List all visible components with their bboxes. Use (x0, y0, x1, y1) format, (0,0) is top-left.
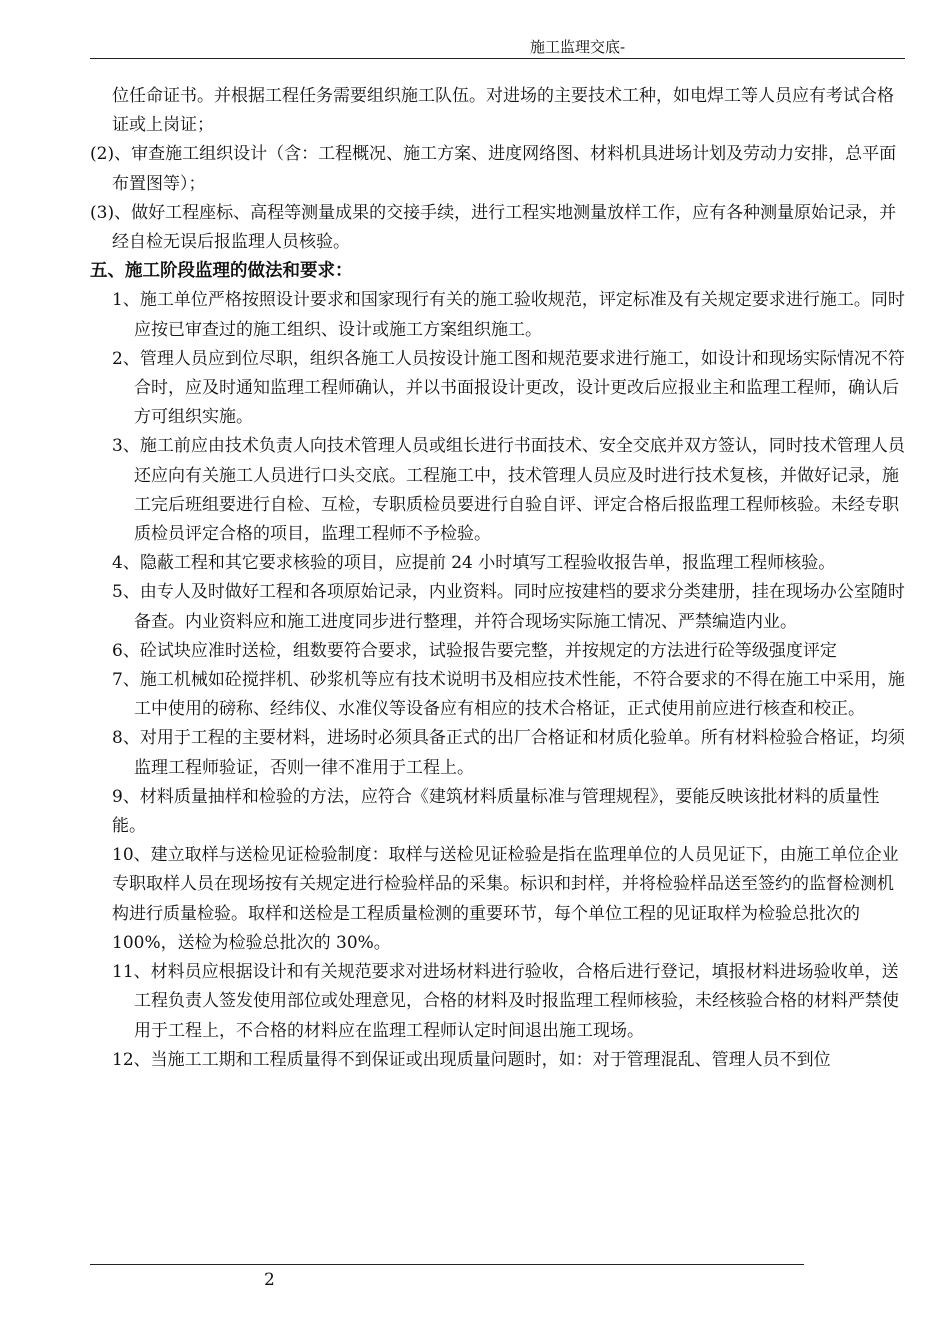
header-divider (90, 58, 905, 59)
list-item: 7、施工机械如砼搅拌机、砂浆机等应有技术说明书及相应技术性能，不符合要求的不得在施工中采用，施工中使用的磅称、经纬仪、水准仪等设备应有相应的技术合格证，正式使用前应进行核查和校正。 (112, 670, 905, 720)
page-number: 2 (264, 1270, 275, 1290)
list-item: 9、材料质量抽样和检验的方法，应符合《建筑材料质量标准与管理规程》，要能反映该批材料的质量性能。 (112, 786, 880, 837)
list-item: 10、建立取样与送检见证检验制度：取样与送检见证检验是指在监理单位的人员见证下，由施工单位企业专职取样人员在现场按有关规定进行检验样品的采集。标识和封样，并将检验样品送至签约的监督检测机构进行质量检验。取样和送检是工程质量检测的重要环节，每个单位工程的见证取样为检验总批次的 100%，送检为检验总批次的 30%。 (112, 845, 899, 953)
list-item: 6、砼试块应准时送检，组数要符合要求，试验报告要完整，并按规定的方法进行砼等级强度评定 (112, 640, 837, 661)
list-item: 11、材料员应根据设计和有关规范要求对进场材料进行验收，合格后进行登记，填报材料进场验收单，送工程负责人签发使用部位或处理意见，合格的材料及时报监理工程师核验，未经核验合格的材料严禁使用于工程上，不合格的材料应在监理工程师认定时间退出施工现场。 (112, 962, 899, 1041)
list-item: 1、施工单位严格按照设计要求和国家现行有关的施工验收规范，评定标准及有关规定要求进行施工。同时应按已审查过的施工组织、设计或施工方案组织施工。 (112, 290, 905, 340)
list-item: 5、由专人及时做好工程和各项原始记录，内业资料。同时应按建档的要求分类建册，挂在现场办公室随时备查。内业资料应和施工进度同步进行整理，并符合现场实际施工情况、严禁编造内业。 (112, 582, 905, 632)
paragraph: 位任命证书。并根据工程任务需要组织施工队伍。对进场的主要技术工种，如电焊工等人员应有考试合格证或上岗证； (112, 86, 894, 136)
section-heading: 五、施工阶段监理的做法和要求： (90, 261, 353, 282)
page-header-title: 施工监理交底- (530, 38, 626, 56)
list-item: 4、隐蔽工程和其它要求核验的项目，应提前 24 小时填写工程验收报告单，报监理工程师核验。 (112, 553, 836, 574)
paragraph: (3)、做好工程座标、高程等测量成果的交接手续，进行工程实地测量放样工作，应有各种测量原始记录，并经自检无误后报监理人员核验。 (90, 202, 897, 253)
list-item: 12、当施工工期和工程质量得不到保证或出现质量问题时，如：对于管理混乱、管理人员不到位 (112, 1049, 831, 1070)
list-item: 8、对用于工程的主要材料，进场时必须具备正式的出厂合格证和材质化验单。所有材料检验合格证，均须监理工程师验证，否则一律不准用于工程上。 (112, 728, 905, 778)
list-item: 2、管理人员应到位尽职，组织各施工人员按设计施工图和规范要求进行施工，如设计和现场实际情况不符合时，应及时通知监理工程师确认，并以书面报设计更改，设计更改后应报业主和监理工程师，确认后方可组织实施。 (112, 348, 905, 428)
document-body (90, 82, 910, 1075)
list-item: 3、施工前应由技术负责人向技术管理人员或组长进行书面技术、安全交底并双方签认，同时技术管理人员还应向有关施工人员进行口头交底。工程施工中，技术管理人员应及时进行技术复核，并做好记录，施工完后班组要进行自检、互检，专职质检员要进行自验自评、评定合格后报监理工程师核验。未经专职质检员评定合格的项目，监理工程师不予检验。 (112, 436, 905, 545)
footer-divider (90, 1264, 804, 1265)
paragraph: (2)、审查施工组织设计（含：工程概况、施工方案、进度网络图、材料机具进场计划及劳动力安排，总平面布置图等）； (90, 144, 897, 194)
